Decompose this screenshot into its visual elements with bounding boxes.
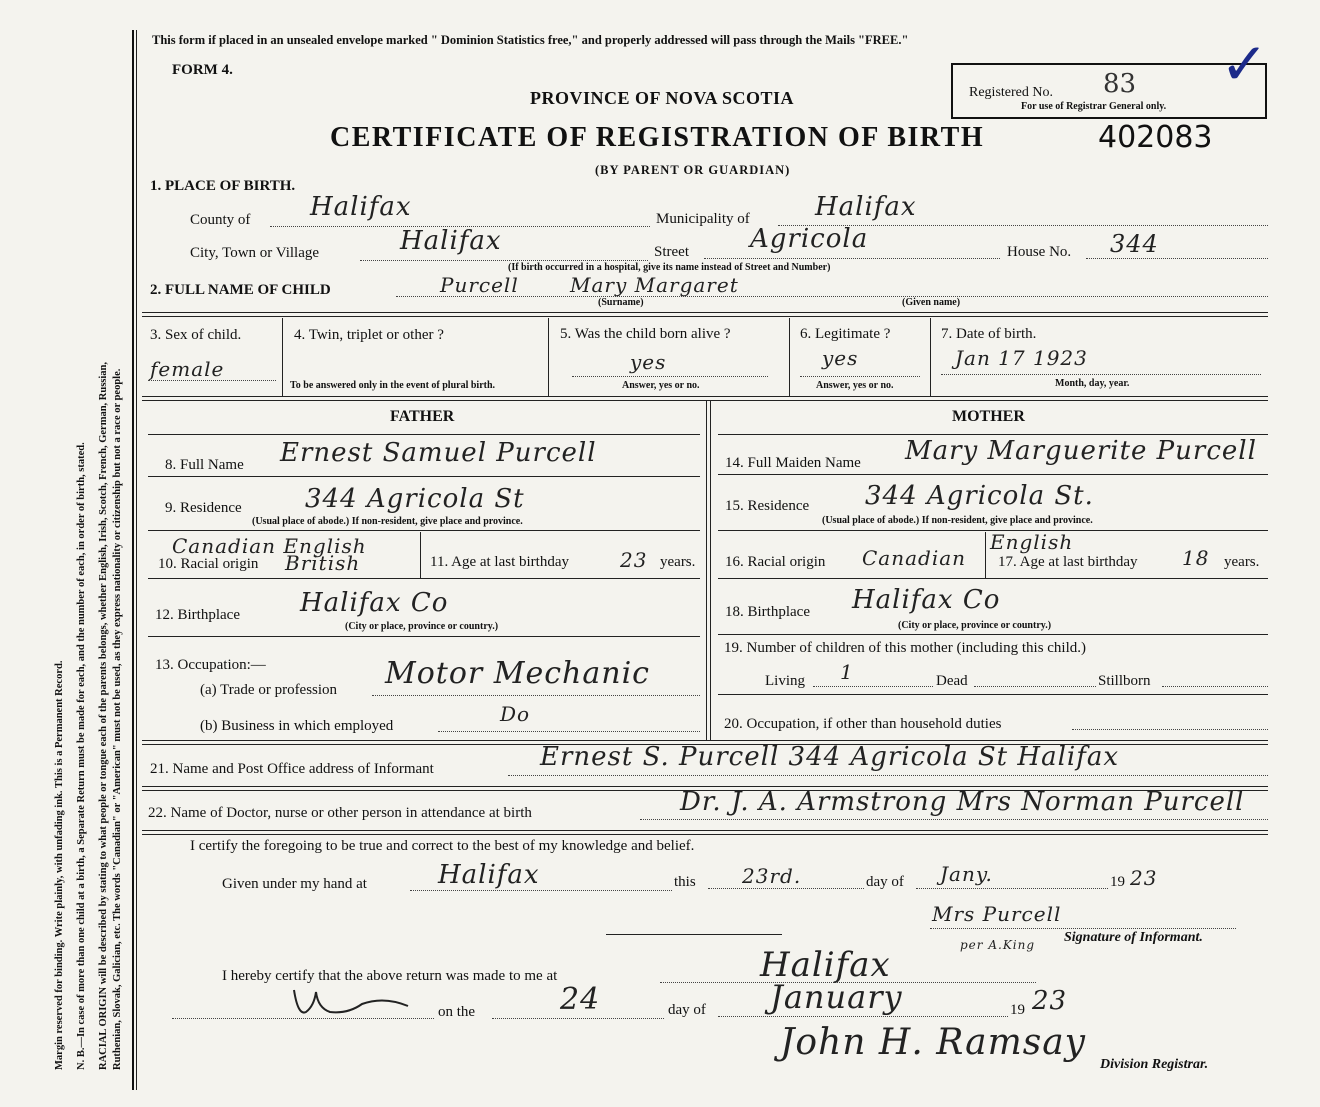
father-birthplace-value: Halifax Co (300, 588, 449, 618)
registered-number: 83 (1103, 69, 1137, 99)
house-value: 344 (1110, 230, 1159, 258)
father-business-value: Do (500, 702, 531, 726)
municipality-label: Municipality of (656, 211, 750, 227)
certify-text: I certify the foregoing to be true and correct to the best of my knowledge and belief. (190, 838, 695, 854)
margin-rule-inner (136, 30, 137, 1090)
mail-note: This form if placed in an unsealed envelope marked " Dominion Statistics free," and properly addressed will pass through the Mails "FREE." (152, 33, 909, 47)
mother-age-unit: years. (1224, 554, 1260, 570)
father-name-label: 8. Full Name (165, 457, 244, 473)
given-month-value: Jany. (940, 862, 993, 886)
father-occupation-label: 13. Occupation:— (155, 657, 266, 673)
registered-note: For use of Registrar General only. (1021, 101, 1167, 112)
house-label: House No. (1007, 244, 1072, 260)
mother-heading: MOTHER (952, 408, 1025, 425)
given-under-label: Given under my hand at (222, 876, 367, 892)
stillborn-label: Stillborn (1098, 673, 1151, 689)
street-label: Street (654, 244, 689, 260)
father-trade-label: (a) Trade or profession (200, 682, 338, 698)
living-value: 1 (840, 660, 854, 684)
doctor-value: Dr. J. A. Armstrong Mrs Norman Purcell (680, 787, 1245, 817)
father-age-value: 23 (620, 548, 648, 572)
informant-signature-label: Signature of Informant. (1064, 930, 1203, 945)
mother-birthplace-value: Halifax Co (852, 585, 1001, 615)
on-the-label: on the (438, 1004, 476, 1020)
county-value: Halifax (310, 192, 412, 222)
father-business-label: (b) Business in which employed (200, 718, 394, 734)
city-value: Halifax (400, 226, 502, 256)
margin-note-racial: RACIAL ORIGIN will be described by stating to what people or tongue each of the parents belongs, whether English, Irish, Scotch, French, German, Russian, (98, 361, 109, 1070)
mother-residence-value: 344 Agricola St. (865, 481, 1094, 511)
father-residence-note: (Usual place of abode.) If non-resident, give place and province. (252, 516, 523, 527)
county-label: County of (190, 212, 251, 228)
mother-race-label: 16. Racial origin (725, 554, 826, 570)
hospital-note: (If birth occurred in a hospital, give its name instead of Street and Number) (508, 262, 831, 273)
municipality-value: Halifax (815, 192, 917, 222)
mother-race-value: Canadian (862, 546, 967, 570)
dob-note: Month, day, year. (1055, 378, 1130, 389)
alive-note: Answer, yes or no. (622, 380, 700, 391)
father-residence-value: 344 Agricola St (305, 484, 525, 514)
child-surname: Purcell (440, 273, 519, 297)
mother-name-value: Mary Marguerite Purcell (905, 436, 1257, 466)
margin-note-racial-2: Ruthenian, Slovak, Galician, etc. The words "Canadian" or "American" must not be used, as they express nationality or citizenship but not a race or people. (112, 368, 123, 1070)
mother-children-label: 19. Number of children of this mother (including this child.) (724, 640, 1087, 656)
surname-note: (Surname) (598, 297, 644, 308)
living-label: Living (765, 673, 805, 689)
given-day-value: 23rd. (742, 864, 802, 888)
registrar-per-note: per A.King (960, 938, 1036, 952)
father-residence-label: 9. Residence (165, 500, 242, 516)
mother-age-label: 17. Age at last birthday (998, 554, 1138, 570)
father-birthplace-note: (City or place, province or country.) (345, 621, 499, 632)
father-heading: FATHER (390, 408, 455, 425)
registrar-text: I hereby certify that the above return was made to me at (222, 968, 558, 984)
informant-signature: Mrs Purcell (932, 902, 1062, 926)
child-given-name: Mary Margaret (570, 273, 739, 297)
dob-label: 7. Date of birth. (941, 326, 1037, 342)
form-number: FORM 4. (172, 62, 233, 78)
legitimate-value: yes (822, 346, 859, 370)
father-birthplace-label: 12. Birthplace (155, 607, 240, 623)
doctor-label: 22. Name of Doctor, nurse or other person in attendance at birth (148, 805, 532, 821)
father-race-value: British (285, 551, 361, 575)
given-place-value: Halifax (438, 860, 540, 890)
twin-label: 4. Twin, triplet or other ? (294, 327, 444, 343)
registrar-signature: John H. Ramsay (780, 1022, 1087, 1063)
informant-value: Ernest S. Purcell 344 Agricola St Halifax (540, 742, 1119, 772)
registrar-place-value: Halifax (760, 945, 891, 985)
mother-residence-label: 15. Residence (725, 498, 810, 514)
father-race-extra: Canadian English (172, 534, 367, 558)
registrar-month-value: January (770, 978, 903, 1016)
alive-label: 5. Was the child born alive ? (560, 326, 731, 342)
mother-occupation-label: 20. Occupation, if other than household duties (724, 716, 1002, 732)
province-heading: PROVINCE OF NOVA SCOTIA (530, 88, 795, 108)
given-year-prefix: 19 (1110, 874, 1125, 890)
certificate-number: 402083 (1098, 120, 1213, 155)
dob-value: Jan 17 1923 (955, 346, 1088, 370)
dead-label: Dead (936, 673, 968, 689)
informant-label: 21. Name and Post Office address of Informant (150, 761, 434, 777)
day-of-label: day of (866, 874, 904, 890)
mother-race-extra: English (990, 530, 1074, 554)
legitimate-label: 6. Legitimate ? (800, 326, 891, 342)
registrar-scribble-mark (292, 986, 410, 1018)
registrar-year-value: 23 (1032, 986, 1068, 1016)
legitimate-note: Answer, yes or no. (816, 380, 894, 391)
margin-note-nb: N. B.—In case of more than one child at a birth, a Separate Return must be made for each, and the number of each, in order of birth, stated. (76, 442, 87, 1070)
sex-value: female (150, 357, 225, 381)
child-name-label: 2. FULL NAME OF CHILD (150, 282, 331, 298)
sex-label: 3. Sex of child. (150, 327, 242, 343)
mother-birthplace-label: 18. Birthplace (725, 604, 810, 620)
mother-age-value: 18 (1182, 546, 1210, 570)
given-year-value: 23 (1130, 866, 1158, 890)
certificate-title: CERTIFICATE OF REGISTRATION OF BIRTH (330, 122, 985, 153)
father-name-value: Ernest Samuel Purcell (280, 438, 597, 468)
margin-note-binding: Margin reserved for binding. Write plainly, with unfading ink. This is a Permanent Record. (54, 660, 65, 1070)
registrar-day-value: 24 (560, 982, 601, 1017)
given-name-note: (Given name) (902, 297, 961, 308)
father-age-label: 11. Age at last birthday (430, 554, 569, 570)
place-of-birth-heading: 1. PLACE OF BIRTH. (150, 178, 296, 194)
registrar-year-prefix: 19 (1010, 1002, 1025, 1018)
this-label: this (674, 874, 696, 890)
mother-birthplace-note: (City or place, province or country.) (898, 620, 1052, 631)
twin-note: To be answered only in the event of plural birth. (290, 380, 496, 391)
street-value: Agricola (750, 224, 869, 254)
margin-rule (132, 30, 134, 1090)
father-trade-value: Motor Mechanic (385, 656, 650, 691)
mother-name-label: 14. Full Maiden Name (725, 455, 861, 471)
registered-label: Registered No. (969, 85, 1053, 100)
division-registrar-label: Division Registrar. (1100, 1057, 1209, 1072)
city-label: City, Town or Village (190, 245, 320, 261)
father-age-unit: years. (660, 554, 696, 570)
father-race-label: 10. Racial origin (158, 556, 259, 572)
mother-residence-note: (Usual place of abode.) If non-resident, give place and province. (822, 515, 1093, 526)
checkmark-icon: ✓ (1220, 30, 1269, 98)
registrar-day-of-label: day of (668, 1002, 706, 1018)
subtitle: (BY PARENT OR GUARDIAN) (595, 163, 791, 177)
alive-value: yes (630, 350, 667, 374)
